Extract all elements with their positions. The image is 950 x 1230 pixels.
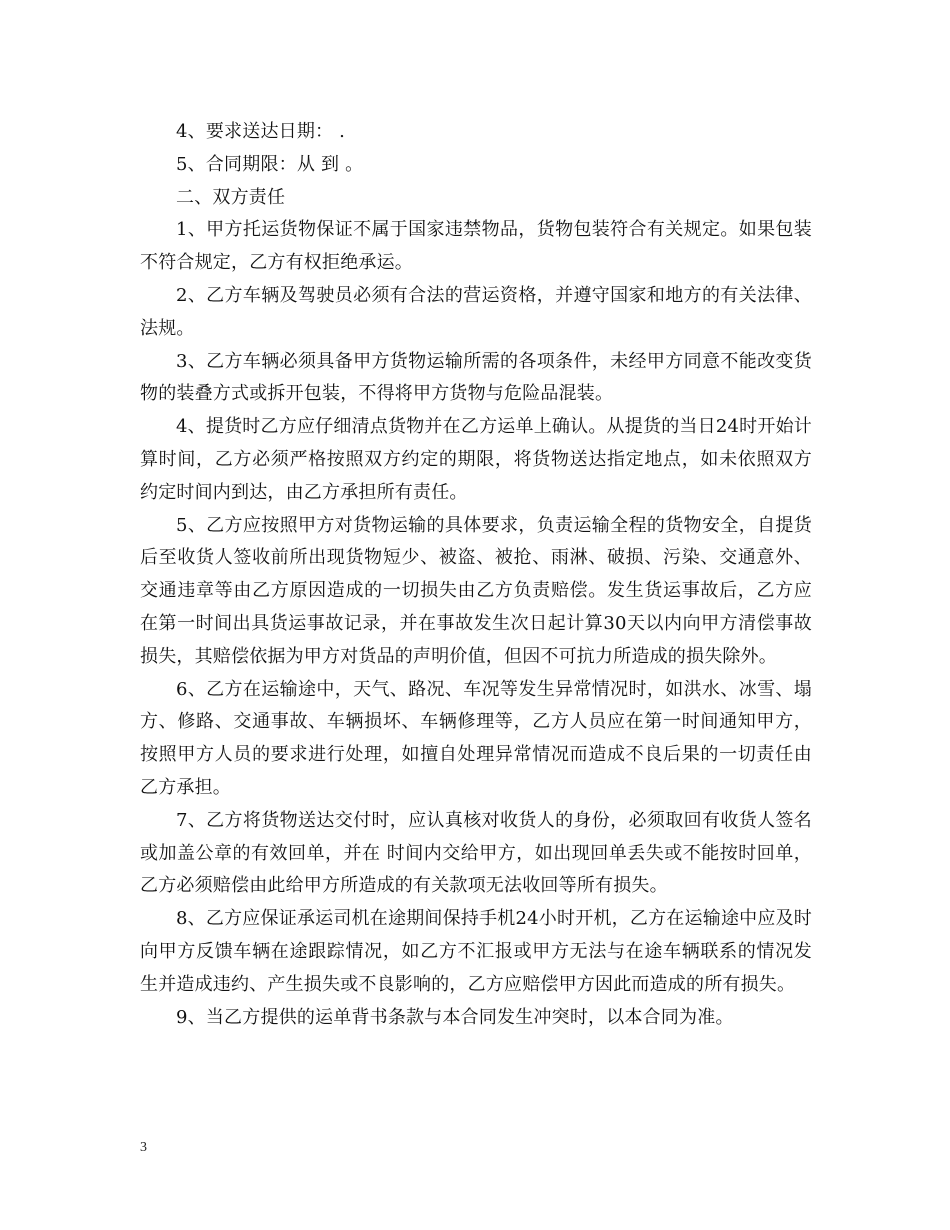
page-number: 3 xyxy=(140,1140,147,1155)
paragraph-clause-6: 6、乙方在运输途中，天气、路况、车况等发生异常情况时，如洪水、冰雪、塌方、修路、交通事故、车辆损坏、车辆修理等，乙方人员应在第一时间通知甲方，按照甲方人员的要求进行处理，如擅自处理异常情况而造成不良后果的一切责任由乙方承担。 xyxy=(140,678,812,798)
paragraph-clause-7: 7、乙方将货物送达交付时，应认真核对收货人的身份，必须取回有收货人签名或加盖公章的有效回单，并在 时间内交给甲方，如出现回单丢失或不能按时回单，乙方必须赔偿由此给甲方所造成的有关款项无法收回等所有损失。 xyxy=(140,809,812,897)
paragraph-clause-9: 9、当乙方提供的运单背书条款与本合同发生冲突时，以本合同为准。 xyxy=(176,1006,734,1028)
paragraph-clause-1: 1、甲方托运货物保证不属于国家违禁物品，货物包装符合有关规定。如果包装不符合规定，乙方有权拒绝承运。 xyxy=(140,219,812,274)
paragraph-clause-4: 4、提货时乙方应仔细清点货物并在乙方运单上确认。从提货的当日24时开始计算时间，乙方必须严格按照双方约定的期限，将货物送达指定地点，如未依照双方约定时间内到达，由乙方承担所有责任。 xyxy=(140,416,812,503)
document-body xyxy=(140,116,812,1034)
paragraph-clause-5: 5、乙方应按照甲方对货物运输的具体要求，负责运输全程的货物安全，自提货后至收货人签收前所出现货物短少、被盗、被抢、雨淋、破损、污染、交通意外、交通违章等由乙方原因造成的一切损失由乙方负责赔偿。发生货运事故后，乙方应在第一时间出具货运事故记录，并在事故发生次日起计算30天以内向甲方清偿事故损失，其赔偿依据为甲方对货品的声明价值，但因不可抗力所造成的损失除外。 xyxy=(140,514,812,667)
paragraph-clause-2: 2、乙方车辆及驾驶员必须有合法的营运资格，并遵守国家和地方的有关法律、法规。 xyxy=(140,284,812,339)
paragraph-clause-8: 8、乙方应保证承运司机在途期间保持手机24小时开机，乙方在运输途中应及时向甲方反馈车辆在途跟踪情况，如乙方不汇报或甲方无法与在途车辆联系的情况发生并造成违约、产生损失或不良影响的，乙方应赔偿甲方因此而造成的所有损失。 xyxy=(140,908,812,995)
paragraph-clause-3: 3、乙方车辆必须具备甲方货物运输所需的各项条件，未经甲方同意不能改变货物的装叠方式或拆开包装，不得将甲方货物与危险品混装。 xyxy=(140,350,812,405)
section-heading-responsibilities: 二、双方责任 xyxy=(176,186,286,208)
paragraph-contract-term: 5、合同期限：从 到 。 xyxy=(176,153,364,175)
paragraph-delivery-date: 4、要求送达日期： . xyxy=(176,121,346,142)
